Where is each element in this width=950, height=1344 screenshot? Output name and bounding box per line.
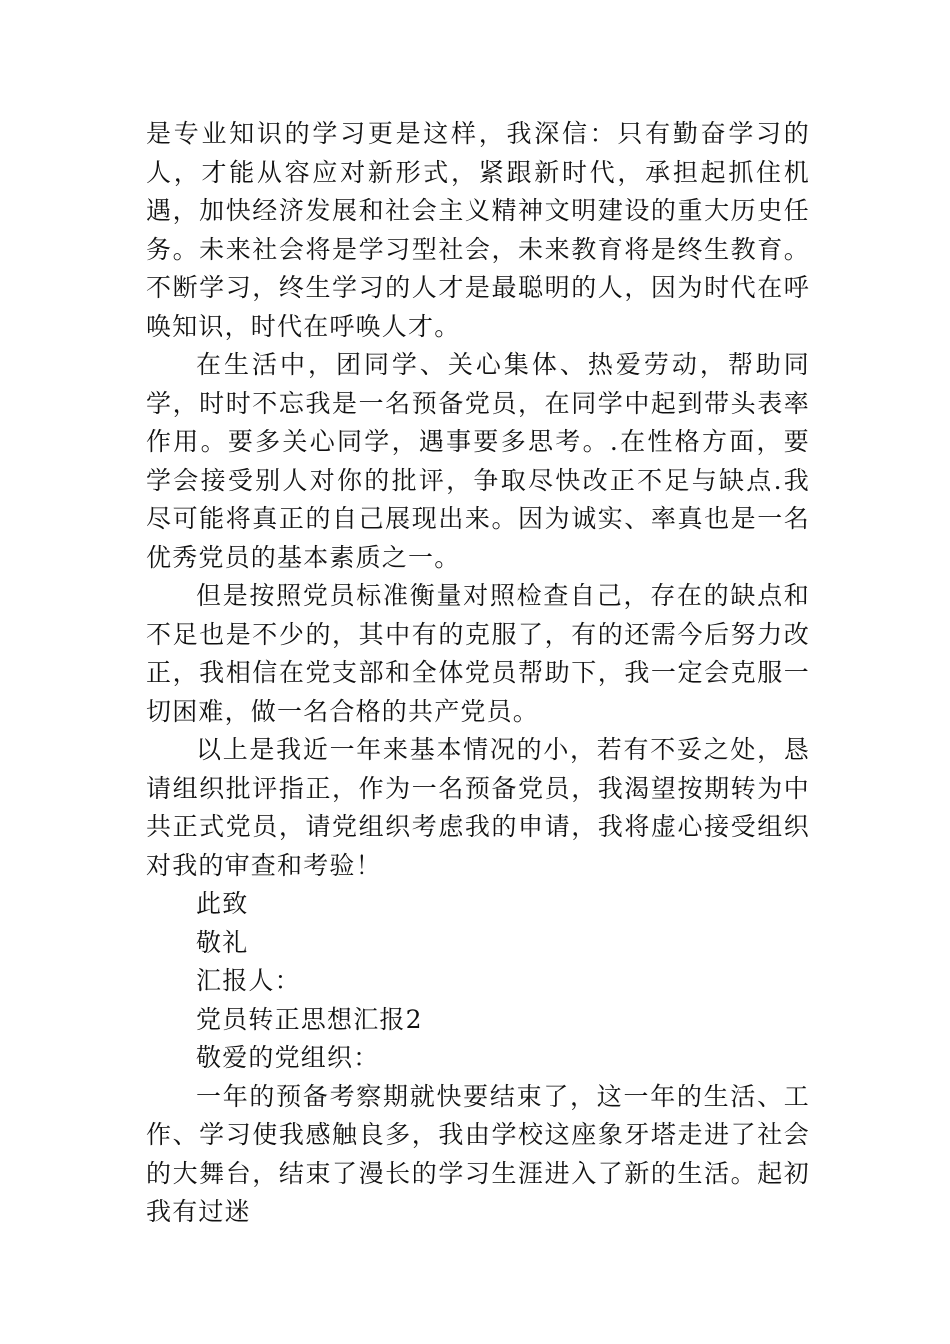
section-title: 党员转正思想汇报2 xyxy=(196,1004,423,1034)
paragraph-3: 但是按照党员标准衡量对照检查自己，存在的缺点和不足也是不少的，其中有的克服了，有的还需今后努力改正，我相信在党支部和全体党员帮助下，我一定会克服一切困难，做一名合格的共产党员。 xyxy=(146,581,810,726)
reporter-label: 汇报人： xyxy=(196,966,301,995)
closing-salutation: 此致 xyxy=(196,889,249,918)
document-body xyxy=(146,115,810,1232)
paragraph-4: 以上是我近一年来基本情况的小，若有不妥之处，恳请组织批评指正，作为一名预备党员，我渴望按期转为中共正式党员，请党组织考虑我的申请，我将虚心接受组织对我的审查和考验！ xyxy=(146,735,810,880)
paragraph-2: 在生活中，团同学、关心集体、热爱劳动，帮助同学，时时不忘我是一名预备党员，在同学中起到带头表率作用。要多关心同学，遇事要多思考。.在性格方面，要学会接受别人对你的批评，争取尽快改正不足与缺点.我尽可能将真正的自己展现出来。因为诚实、率真也是一名优秀党员的基本素质之一。 xyxy=(146,350,810,572)
salutation: 敬爱的党组织： xyxy=(196,1043,380,1072)
paragraph-5: 一年的预备考察期就快要结束了，这一年的生活、工作、学习使我感触良多，我由学校这座象牙塔走进了社会的大舞台，结束了漫长的学习生涯进入了新的生活。起初我有过迷 xyxy=(146,1081,810,1226)
closing-regards: 敬礼 xyxy=(196,927,249,957)
paragraph-1: 是专业知识的学习更是这样，我深信：只有勤奋学习的人，才能从容应对新形式，紧跟新时代，承担起抓住机遇，加快经济发展和社会主义精神文明建设的重大历史任务。未来社会将是学习型社会，未来教育将是终生教育。不断学习，终生学习的人才是最聪明的人，因为时代在呼唤知识，时代在呼唤人才。 xyxy=(146,119,810,341)
